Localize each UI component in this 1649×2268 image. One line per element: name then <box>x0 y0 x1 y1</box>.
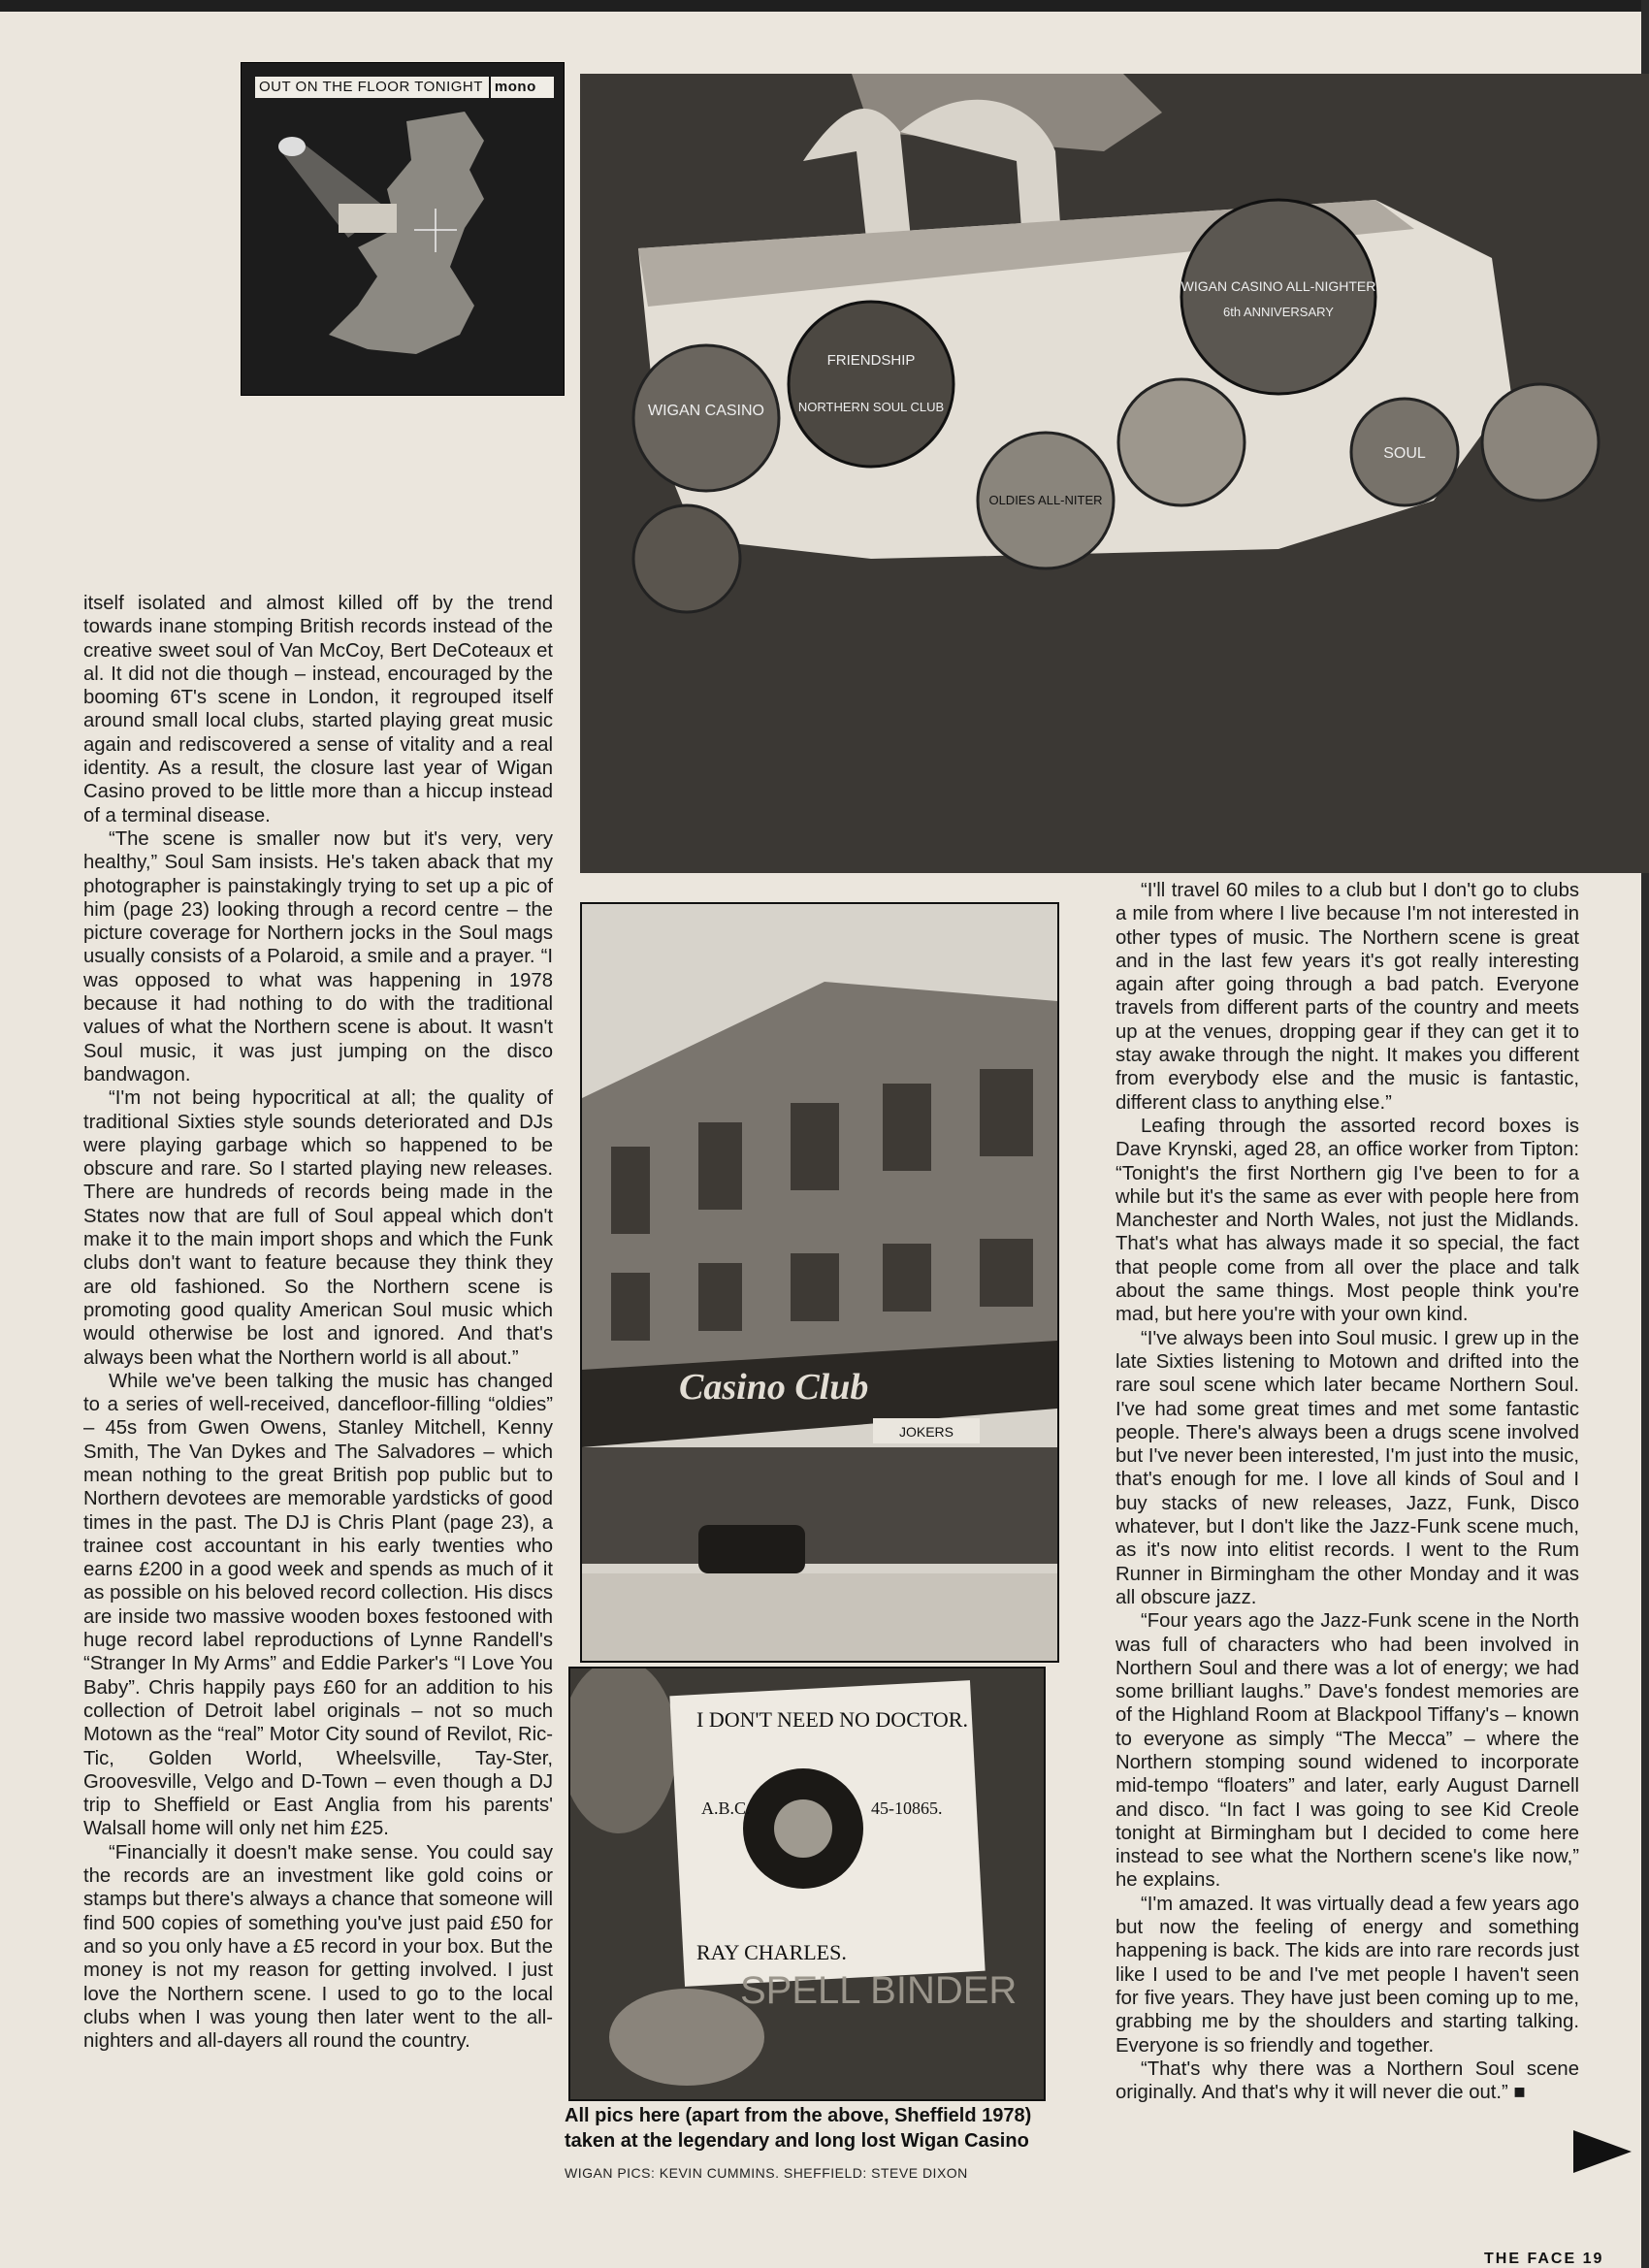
bag-photo <box>580 74 1649 873</box>
col1-paragraph-3: “I'm not being hypocritical at all; the quality of traditional Sixties style sounds deteriorated and DJs were playing garbage which so happened to be obscure and rare. So I started playing new releases. There are hundreds of records being made in the States now that are full of Soul appeal which don't make it to the main import shops and which the Funk clubs don't want to feature because they think they are old fashioned. So the Northern scene is promoting good quality American Soul music which would otherwise be lost and ignored. And that's always been what the Northern world is all about.” <box>83 1087 553 1369</box>
col2-paragraph-4: “Four years ago the Jazz-Funk scene in the North was full of characters who had been involved in Northern Soul and there was a lot of energy; we had some brilliant laughs.” Dave's fondest memories are of the Highland Room at Blackpool Tiffany's – known to everyone as simply “The Mecca” – where the Northern stomping sound widened to incorporate mid-tempo “floaters” and later, early August Darnell and disco. “In fact I was going to see Kid Creole tonight at Birmingham but I decided to come here instead to see what the Northern scene's like now,” he explains. <box>1116 1610 1579 1892</box>
street <box>582 1573 1057 1661</box>
parked-car <box>698 1525 805 1573</box>
club-sign-text: Casino Club <box>679 1367 869 1408</box>
bag-illustration <box>580 74 1649 873</box>
record-label <box>774 1799 832 1858</box>
sleeve-line-2: A.B.C. <box>701 1798 751 1818</box>
cover-banner <box>255 77 554 98</box>
bag-patch-1 <box>633 345 779 491</box>
bag-patch-7-text: SOUL <box>1383 445 1426 462</box>
col2-paragraph-1: “I'll travel 60 miles to a club but I don't go to clubs a mile from where I live because I'm not interested in other types of music. The Northern scene is great and in the last few years it's got really interesting again after going through a bad patch. Everyone travels from different parts of the country and meets up at the venues, dropping gear if they can get it to stay awake through the night. It makes you different from everybody else and the music is fantastic, different class to anything else.” <box>1116 880 1579 1114</box>
col2-paragraph-2: Leafing through the assorted record boxes is Dave Krynski, aged 28, an office worker from Tipton: “Tonight's the first Northern gig I've been to for a while but it's the same as ever with people here from Manchester and North Wales, not just the Midlands. That's what has always made it so special, the fact that people come from all over the place and talk about the same things. Most people think you're mad, but here you're with your own kind. <box>1116 1115 1579 1326</box>
page-footer: THE FACE 19 <box>1484 2251 1604 2267</box>
bag-patch-2-text: FRIENDSHIP <box>826 352 916 369</box>
bag-patch-4-text: 6th ANNIVERSARY <box>1223 305 1334 319</box>
col2-paragraph-5: “I'm amazed. It was virtually dead a few years ago but now the feeling of energy and something happening is back. The kids are into rare records just like I used to be and I've met people I haven't seen for five years. They have just been coming up to me, grabbing me by the shoulders and starting talking. Everyone is so friendly and together. <box>1116 1893 1579 2057</box>
club-illustration <box>582 904 1057 1661</box>
article-column-2 <box>1116 879 1579 2104</box>
sleeve-line-4: RAY CHARLES. <box>696 1940 847 1964</box>
sleeve-line-1: I DON'T NEED NO DOCTOR. <box>696 1707 968 1732</box>
page-top-edge <box>0 0 1649 12</box>
cover-art <box>242 63 564 395</box>
bag-patch-7 <box>1351 399 1458 505</box>
bag-patch-5-text: OLDIES ALL-NITER <box>988 493 1103 507</box>
shop-sign-text: JOKERS <box>898 1424 954 1440</box>
bag-patch-star <box>1482 384 1599 501</box>
bag-patch-6-text: NORTHERN SOUL CLUB <box>797 400 945 414</box>
col2-paragraph-6: “That's why there was a Northern Soul scene originally. And that's why it will never die out.” ■ <box>1116 2057 1579 2104</box>
record-cover-image <box>241 62 565 396</box>
hand-holding <box>609 1989 764 2086</box>
bag-patch-3-text: WIGAN CASINO ALL-NIGHTER <box>1180 278 1376 294</box>
continue-arrow-icon <box>1573 2130 1632 2173</box>
photo-caption: All pics here (apart from the above, Sheffield 1978) taken at the legendary and long lost Wigan Casino <box>565 2105 1032 2152</box>
col1-paragraph-1: itself isolated and almost killed off by the trend towards inane stomping British records instead of the creative sweet soul of Van McCoy, Bert DeCoteaux et al. It did not die though – instead, encouraged by the booming 6T's scene in London, it regrouped itself around small local clubs, started playing great music again and rediscovered a sense of vitality and a real identity. As a result, the closure last year of Wigan Casino proved to be little more than a hiccup instead of a terminal disease. <box>83 593 553 826</box>
casino-club-photo <box>580 902 1059 1663</box>
cover-label: mono <box>489 77 536 98</box>
spotlight <box>278 137 306 156</box>
records-illustration <box>570 1669 1044 2099</box>
col2-paragraph-3: “I've always been into Soul music. I grew up in the late Sixties listening to Motown and drifted into the rare soul scene which later became Northern Soul. I've had some great times and met some fantastic people. There's always been a drugs scene involved but I've never been interested, I'm just into the music, that's enough for me. I love all kinds of Soul and I buy stacks of new releases, Jazz, Funk, Disco whatever, but I don't like the Jazz-Funk scene much, as it's now into elitist records. I went to the Rum Runner in Birmingham the other Monday and it was all obscure jazz. <box>1116 1327 1579 1608</box>
sleeve-line-3: 45-10865. <box>871 1798 943 1818</box>
records-photo <box>568 1667 1046 2101</box>
article-column-1 <box>83 592 553 2053</box>
bag-patch-small <box>633 505 740 612</box>
bag-patch-5 <box>978 433 1114 568</box>
sleeve-line-5: SPELL BINDER <box>740 1969 1018 2012</box>
col1-paragraph-5: “Financially it doesn't make sense. You could say the records are an investment like gold coins or stamps but there's always a chance that someone will find 500 copies of something you've just paid £50 for and so you only have a £5 record in your box. But the money is not my reason for getting involved. I just love the Northern scene. I used to go to the local clubs when I was young then later went to the all-nighters and all-dayers all round the country. <box>83 1841 553 2053</box>
bag-patch-owl <box>1118 379 1245 505</box>
col1-paragraph-4: While we've been talking the music has changed to a series of well-received, dancefloor-filling “oldies” – 45s from Gwen Owens, Stanley Mitchell, Kenny Smith, The Van Dykes and The Salvadores – which mean nothing to the great British pop public but to Northern devotees are memorable yardsticks of good times in the past. The DJ is Chris Plant (page 23), a trainee cost accountant in his early twenties who earns £200 in a good week and spends as much of it as possible on his beloved record collection. His discs are inside two massive wooden boxes festooned with huge record label reproductions of Lynne Randell's “Stranger In My Arms” and Eddie Parker's “I Love You Baby”. Chris happily pays £60 for an addition to his collection of Detroit label originals – not so much Motown as the “real” Motor City sound of Revilot, Ric-Tic, Golden World, Wheelsville, Tay-Ster, Groovesville, Velgo and D-Town – even though a DJ trip to Sheffield or East Anglia from his parents' Walsall home will only net him £25. <box>83 1370 553 1840</box>
stage <box>339 204 397 233</box>
cover-title: OUT ON THE FLOOR TONIGHT <box>259 79 483 95</box>
photo-credits: WIGAN PICS: KEVIN CUMMINS. SHEFFIELD: STEVE DIXON <box>565 2165 968 2181</box>
col1-paragraph-2: “The scene is smaller now but it's very, very healthy,” Soul Sam insists. He's taken aback that my photographer is painstakingly trying to set up a pic of him (page 23) looking through a record centre – the picture coverage for Northern jocks in the Soul mags usually consists of a Polaroid, a smile and a prayer. “I was opposed to what was happening in 1978 because it had nothing to do with the traditional values of what the Northern scene is about. It wasn't Soul music, it was just jumping on the disco bandwagon. <box>83 827 553 1085</box>
bag-patch-1-text: WIGAN CASINO <box>647 403 765 419</box>
bag-patch-2 <box>789 302 954 467</box>
bag-patch-3 <box>1181 200 1376 394</box>
club-ground-floor <box>582 1447 1057 1564</box>
